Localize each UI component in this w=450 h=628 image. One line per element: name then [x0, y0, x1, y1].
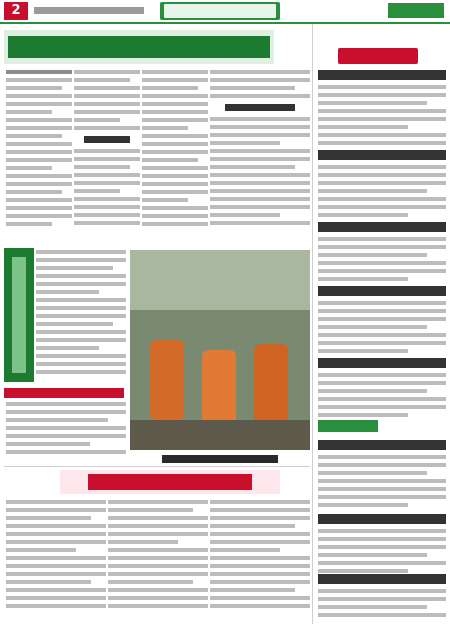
issue-meta	[34, 7, 144, 14]
article-column-2	[74, 70, 140, 229]
lower-left-headline	[4, 388, 124, 398]
right-column-brief-4	[318, 286, 446, 357]
right-column-brief-7	[318, 514, 446, 577]
news-photo	[130, 250, 310, 450]
bottom-column-2	[108, 500, 208, 612]
right-column-brief-2	[318, 150, 446, 221]
bottom-headline	[88, 474, 252, 490]
bottom-column-3	[210, 500, 310, 612]
right-section-marker	[318, 420, 378, 432]
right-column-badge	[338, 48, 418, 64]
article-column-4	[210, 70, 310, 229]
sidebar-column	[36, 250, 126, 378]
lower-left-article	[6, 402, 126, 458]
vertical-feature-box	[4, 248, 34, 382]
column-divider	[312, 24, 313, 624]
right-column-brief-5	[318, 358, 446, 421]
bottom-column-1	[6, 500, 106, 612]
article-column-3	[142, 70, 208, 230]
main-headline	[8, 36, 270, 58]
page-header	[0, 0, 450, 22]
masthead-logo	[164, 4, 276, 18]
right-column-brief-6	[318, 440, 446, 511]
section-divider	[4, 466, 310, 467]
header-rule	[0, 22, 450, 24]
photo-caption	[162, 455, 278, 463]
page-number: 2	[4, 2, 28, 20]
right-column-brief-3	[318, 222, 446, 285]
right-column-brief-8	[318, 574, 446, 621]
article-column-1	[6, 70, 72, 230]
section-badge	[388, 3, 444, 18]
right-column-brief-1	[318, 70, 446, 149]
